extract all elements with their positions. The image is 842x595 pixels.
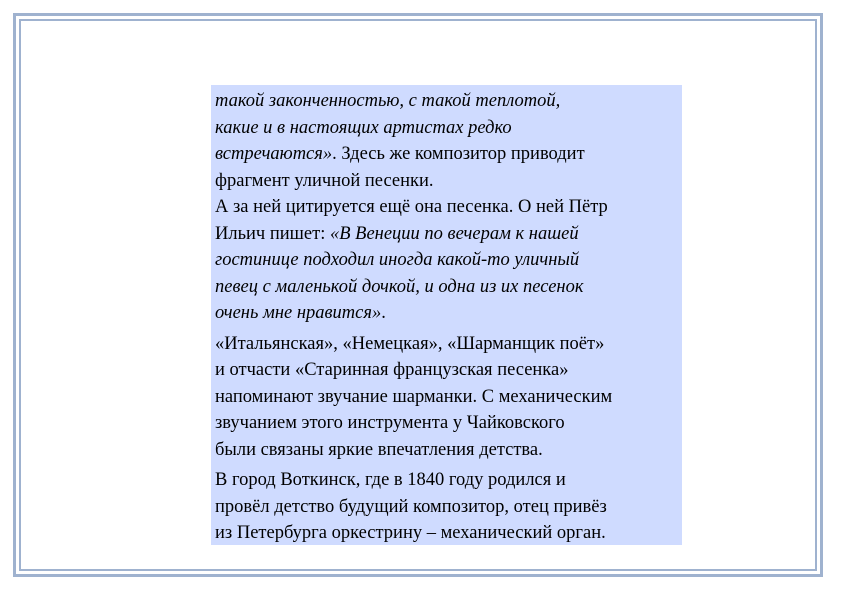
text-italic: певец с маленькой дочкой, и одна из их песенок <box>215 276 584 297</box>
paragraph-3 <box>215 331 678 464</box>
text-italic: очень мне нравится» <box>215 303 382 323</box>
paragraph-1 <box>215 88 678 194</box>
text-normal: напоминают звучание шарманки. С механическим <box>215 386 613 407</box>
text-normal: В город Воткинск, где в 1840 году родился и <box>215 470 566 490</box>
text-normal: и отчасти «Старинная французская песенка» <box>215 360 569 380</box>
text-normal: из Петербурга оркестрину – механический орган. <box>215 523 606 543</box>
text-italic: такой законченностью, с такой теплотой, <box>215 91 561 111</box>
paragraph-4 <box>215 467 678 547</box>
text-normal: Ильич пишет: <box>215 223 330 244</box>
text-box <box>211 85 682 545</box>
text-italic: встречаются» <box>215 144 333 164</box>
text-normal: . <box>381 303 386 323</box>
text-italic: какие и в настоящих артистах редко <box>215 117 512 138</box>
text-normal: фрагмент уличной песенки. <box>215 170 434 191</box>
text-normal: провёл детство будущий композитор, отец привёз <box>215 496 607 517</box>
text-normal: были связаны яркие впечатления детства. <box>215 439 543 460</box>
paragraph-2 <box>215 194 678 327</box>
text-italic: «В Венеции по вечерам к нашей <box>329 223 579 244</box>
text-normal: А за ней цитируется ещё она песенка. О ней Пётр <box>215 197 608 217</box>
text-normal: звучанием этого инструмента у Чайковского <box>215 413 565 433</box>
text-normal: «Итальянская», «Немецкая», «Шарманщик поёт» <box>215 333 605 354</box>
text-normal: . Здесь же композитор приводит <box>332 144 585 164</box>
text-italic: гостинице подходил иногда какой-то уличный <box>215 250 580 270</box>
